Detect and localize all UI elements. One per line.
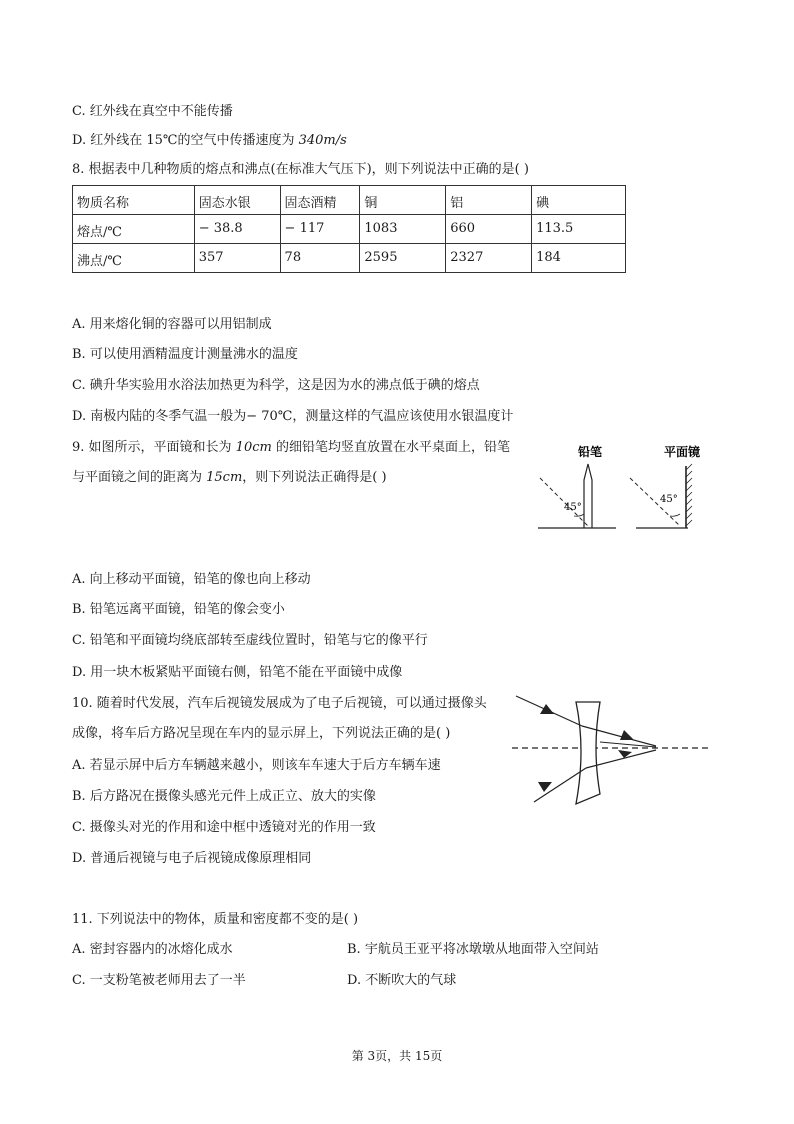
table-cell: 184 (532, 244, 626, 273)
q9-stem-text: ，则下列说法正确得是( ) (242, 470, 387, 485)
table-header-cell: 铜 (360, 186, 446, 215)
q7-option-c: C. 红外线在真空中不能传播 (72, 104, 233, 119)
q9-stem-line2 (72, 469, 387, 487)
table-header-cell: 碘 (532, 186, 626, 215)
pencil-shape (584, 464, 592, 528)
table-cell: − 117 (280, 215, 360, 244)
lens-shape (576, 702, 600, 804)
table-header-cell: 固态水银 (194, 186, 280, 215)
q11-stem: 11. 下列说法中的物体，质量和密度都不变的是( ) (72, 912, 359, 927)
q8-stem: 8. 根据表中几种物质的熔点和沸点(在标准大气压下)，则下列说法中正确的是( ) (72, 162, 529, 177)
table-cell: 1083 (360, 215, 446, 244)
pencil-angle-label: 45° (564, 502, 582, 513)
table-cell: 357 (194, 244, 280, 273)
q8-option-a: A. 用来熔化铜的容器可以用铝制成 (72, 317, 272, 332)
table-cell: − 38.8 (194, 215, 280, 244)
table-header-cell: 铝 (446, 186, 532, 215)
q9-stem-text: 9. 如图所示，平面镜和长为 (72, 440, 236, 455)
ray-arrow-icon (540, 704, 554, 714)
table-cell: 2595 (360, 244, 446, 273)
q8-option-d: D. 南极内陆的冬季气温一般为− 70℃，测量这样的气温应该使用水银温度计 (72, 409, 514, 424)
table-cell: 660 (446, 215, 532, 244)
q10-stem-line1: 10. 随着时代发展，汽车后视镜发展成为了电子后视镜，可以通过摄像头 (72, 696, 487, 711)
q9-stem-line1 (72, 439, 510, 457)
mirror-hatching (686, 464, 692, 526)
q11-option-b: B. 宇航员王亚平将冰墩墩从地面带入空间站 (347, 942, 599, 957)
melting-boiling-table (72, 185, 626, 273)
pencil-mirror-figure (526, 440, 716, 535)
q9-option-b: B. 铅笔远离平面镜，铅笔的像会变小 (72, 602, 285, 617)
table-header-cell: 物质名称 (73, 186, 195, 215)
table-header-row (73, 186, 626, 215)
q9-option-d: D. 用一块木板紧贴平面镜右侧，铅笔不能在平面镜中成像 (72, 665, 403, 680)
q9-stem-text: 的细铅笔均竖直放置在水平桌面上，铅笔 (271, 440, 510, 455)
table-row-melting (73, 215, 626, 244)
q8-option-c: C. 碘升华实验用水浴法加热更为科学，这是因为水的沸点低于碘的熔点 (72, 378, 480, 393)
q10-stem-line2: 成像，将车后方路况呈现在车内的显示屏上，下列说法正确的是( ) (72, 726, 451, 741)
q10-option-b: B. 后方路况在摄像头感光元件上成正立、放大的实像 (72, 789, 376, 804)
table-cell: 2327 (446, 244, 532, 273)
lens-ray-figure (510, 690, 715, 810)
page-footer: 第 3页，共 15页 (351, 1049, 443, 1063)
table-cell: 沸点/℃ (73, 244, 195, 273)
q11-option-d: D. 不断吹大的气球 (347, 973, 457, 988)
q9-stem-text: 与平面镜之间的距离为 (72, 470, 207, 485)
ray-arrow-icon (538, 782, 552, 792)
mirror-angle-label: 45° (660, 494, 678, 505)
table-row-boiling (73, 244, 626, 273)
q10-option-c: C. 摄像头对光的作用和途中框中透镜对光的作用一致 (72, 820, 376, 835)
table-cell: 78 (280, 244, 360, 273)
q11-option-a: A. 密封容器内的冰熔化成水 (72, 942, 233, 957)
mirror-angle-arc (670, 514, 680, 516)
q10-option-d: D. 普通后视镜与电子后视镜成像原理相同 (72, 851, 312, 866)
q7-option-d-text: D. 红外线在 15℃的空气中传播速度为 (72, 133, 299, 148)
q9-stem-math: 10cm (235, 440, 272, 455)
pencil-label: 铅笔 (578, 445, 603, 459)
table-cell: 熔点/℃ (73, 215, 195, 244)
q9-option-c: C. 铅笔和平面镜均绕底部转至虚线位置时，铅笔与它的像平行 (72, 633, 428, 648)
q8-option-b: B. 可以使用酒精温度计测量沸水的温度 (72, 347, 298, 362)
ray-middle (600, 742, 656, 747)
mirror-label: 平面镜 (664, 445, 701, 459)
q7-option-d-math: 340m/s (298, 133, 347, 148)
q10-option-a: A. 若显示屏中后方车辆越来越小，则该车车速大于后方车辆车速 (72, 758, 441, 773)
q11-option-c: C. 一支粉笔被老师用去了一半 (72, 973, 246, 988)
table-header-cell: 固态酒精 (280, 186, 360, 215)
table-cell: 113.5 (532, 215, 626, 244)
pencil-angle-arc (574, 514, 584, 516)
ray-arrow-icon (620, 730, 634, 740)
q9-stem-math: 15cm (206, 470, 243, 485)
q9-option-a: A. 向上移动平面镜，铅笔的像也向上移动 (72, 572, 311, 587)
q7-option-d (72, 132, 347, 150)
